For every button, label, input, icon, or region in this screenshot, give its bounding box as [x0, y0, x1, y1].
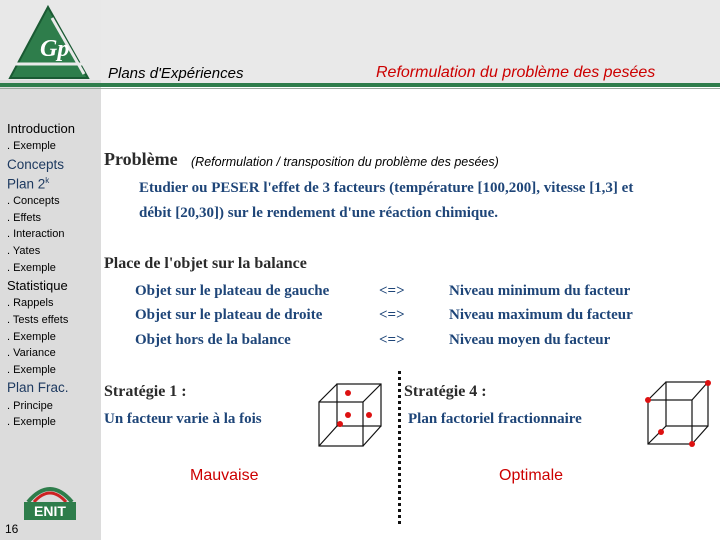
row-3-left: Objet hors de la balance: [135, 332, 291, 348]
enit-logo-text: ENIT: [34, 503, 66, 519]
sidebar-item-variance-exemple[interactable]: . Exemple: [7, 364, 56, 376]
strategie-1-title: Stratégie 1 :: [104, 383, 187, 400]
sidebar-item-rappels[interactable]: . Rappels: [7, 297, 54, 309]
cube-1-point: [345, 412, 351, 418]
cube-2-point: [645, 397, 651, 403]
cube-2-point: [689, 441, 695, 447]
enit-logo-icon: [22, 476, 78, 522]
row-1-left: Objet sur le plateau de gauche: [135, 283, 330, 299]
label-mauvaise: Mauvaise: [190, 467, 259, 484]
sidebar-item-introduction[interactable]: Introduction: [7, 121, 75, 136]
row-1-arrow: <=>: [379, 283, 405, 299]
gp-logo-icon: [6, 4, 98, 80]
sidebar-item-interaction[interactable]: . Interaction: [7, 228, 65, 240]
plan-2k-base: Plan 2: [7, 176, 46, 192]
probleme-line-2: débit [20,30]) sur le rendement d'une réaction chimique.: [139, 205, 499, 221]
sidebar-item-intro-exemple[interactable]: . Exemple: [7, 140, 56, 152]
sidebar-item-frac-exemple[interactable]: . Exemple: [7, 416, 56, 428]
sidebar-item-statistique[interactable]: Statistique: [7, 278, 68, 293]
sidebar-item-stat-exemple[interactable]: . Exemple: [7, 331, 56, 343]
sidebar-item-yates[interactable]: . Yates: [7, 245, 41, 257]
cube-2-point: [658, 429, 664, 435]
plan-2k-exponent: k: [45, 176, 50, 185]
sidebar-item-plan-frac[interactable]: Plan Frac.: [7, 380, 69, 395]
header-rule-thin: [0, 88, 720, 89]
cube-1-point: [337, 421, 343, 427]
sidebar-item-plan-exemple[interactable]: . Exemple: [7, 262, 56, 274]
cube-1-point: [366, 412, 372, 418]
sidebar-item-plan-concepts[interactable]: . Concepts: [7, 195, 60, 207]
place-title: Place de l'objet sur la balance: [104, 255, 307, 272]
gp-logo-text: Gp: [40, 36, 70, 62]
probleme-line-1: Etudier ou PESER l'effet de 3 facteurs (température [100,200], vitesse [1,3] et: [139, 180, 634, 196]
sidebar-item-variance[interactable]: . Variance: [7, 347, 56, 359]
header-rule: [0, 83, 720, 87]
cube-strategie-1-icon: [311, 380, 391, 452]
sidebar-item-plan-2k[interactable]: [7, 176, 49, 192]
cube-2-point: [705, 380, 711, 386]
probleme-label: Problème: [104, 149, 178, 169]
page-number: 16: [5, 522, 19, 536]
strategie-4-title: Stratégie 4 :: [404, 383, 487, 400]
sidebar-item-effets[interactable]: . Effets: [7, 212, 42, 224]
strategie-4-description: Plan factoriel fractionnaire: [408, 411, 582, 427]
label-optimale: Optimale: [499, 467, 564, 484]
row-2-arrow: <=>: [379, 307, 405, 323]
row-1-right: Niveau minimum du facteur: [449, 283, 631, 299]
sidebar-item-tests-effets[interactable]: . Tests effets: [7, 314, 69, 326]
cube-1-point: [345, 390, 351, 396]
cube-strategie-4-icon: [640, 378, 716, 452]
sidebar-item-concepts[interactable]: Concepts: [7, 157, 65, 172]
row-2-left: Objet sur le plateau de droite: [135, 307, 323, 323]
sidebar-item-principe[interactable]: . Principe: [7, 400, 53, 412]
probleme-subtitle: (Reformulation / transposition du problème des pesées): [191, 155, 499, 169]
row-3-right: Niveau moyen du facteur: [449, 332, 611, 348]
dotted-divider: [398, 371, 401, 524]
header-right-title: Reformulation du problème des pesées: [376, 64, 656, 81]
strategie-1-description: Un facteur varie à la fois: [104, 411, 262, 427]
row-2-right: Niveau maximum du facteur: [449, 307, 633, 323]
header-left-title: Plans d'Expériences: [108, 65, 244, 82]
row-3-arrow: <=>: [379, 332, 405, 348]
